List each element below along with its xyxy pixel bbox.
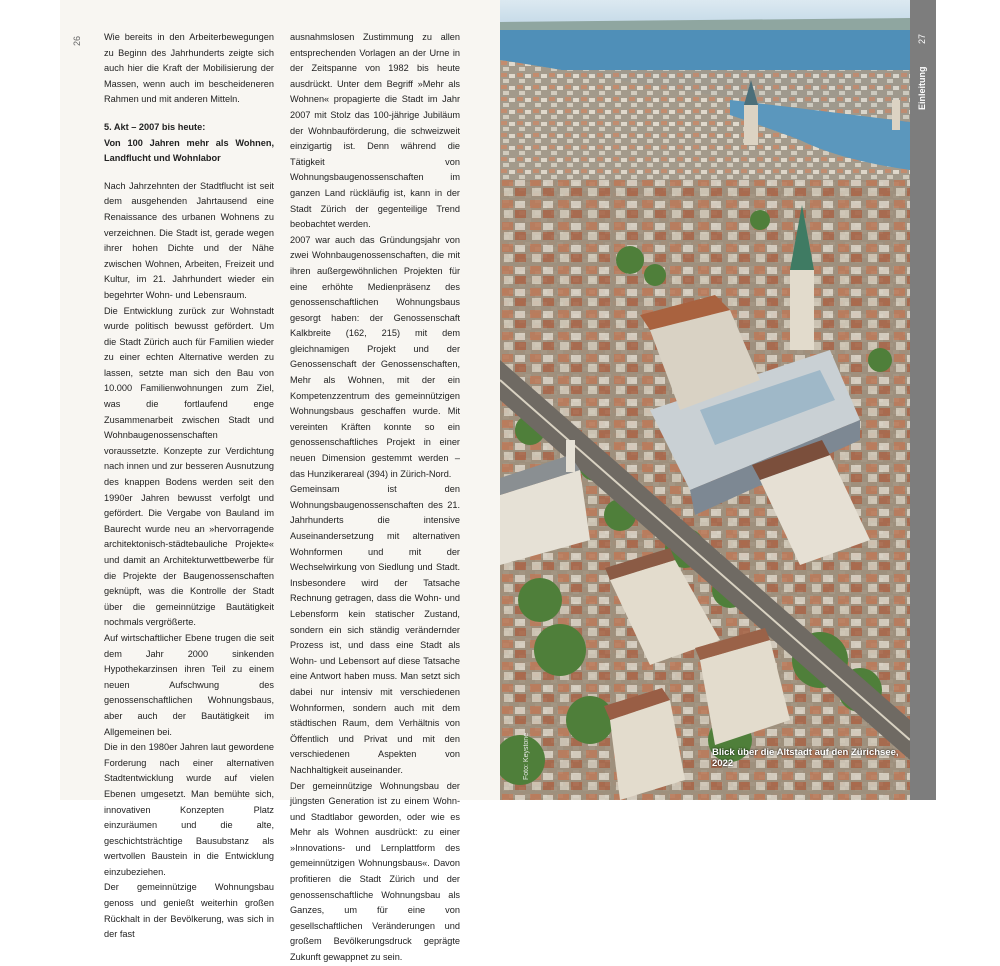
paragraph: Die in den 1980er Jahren laut gewordene Forderung nach einer alternativen Stadtentwicklung wurde auf vielen Ebenen umgesetzt. Man bemühte sich, innovativen Konzepten Platz einzuräumen und die alte, geschichtsträchtige Bausubstanz als wertvollen Baustein in die Entwicklung einzubeziehen. xyxy=(104,742,274,877)
photo-page xyxy=(500,0,910,800)
section-heading-line-1: 5. Akt – 2007 bis heute: xyxy=(104,121,206,132)
paragraph: Die Entwicklung zurück zur Wohnstadt wurde politisch bewusst gefördert. Um die Stadt Zürich auch für Familien wieder zu einer echten Alternative werden zu lassen, setzte man sich den Bau von 10.000 Familienwohnungen zum Ziel, was die fortlaufend enge Zusammenarbeit zwischen Stadt und Wohnbaugenossenschaften voraussetzte. Konzepte zur Verdichtung nach innen und zur besseren Ausnutzung des knappen Bodens werden seit den 1990er Jahren bewusst verfolgt und gefördert. Die Vergabe von Bauland im Baurecht wurde neu an »hervorragende architektonisch-städtebauliche Projekte« und damit an Architekturwettbewerbe für die Projekte der Baugenossenschaften geknüpft, was die Kontrolle der Stadt über die gemeinnützige Bautätigkeit nochmals vergrößerte. xyxy=(104,305,274,628)
paragraph: Auf wirtschaftlicher Ebene trugen die seit dem Jahr 2000 sinkenden Hypothekarzinsen ihren Teil zu einem neuen Aufschwung des genossenschaftlichen Wohnungsbaus, aber auch der Bautätigkeit im Allgemeinen bei. xyxy=(104,632,274,737)
section-heading-line-2: Von 100 Jahren mehr als Wohnen, Landflucht und Wohnlabor xyxy=(104,137,274,164)
paragraph: Gemeinsam ist den Wohnungsbaugenossenschaften des 21. Jahrhunderts die intensive Auseinandersetzung mit alternativen Wohnformen und mit der Wechselwirkung von Siedlung und Stadt. Insbesondere wird der Tatsache Rechnung getragen, dass die Wohn- und Lebensform kein statischer Zustand, sondern ein sich ständig verändernder Prozess ist, und dass eine Stadt als Wohn- und Lebensort auf diese Tatsache eine Antwort haben muss. Man setzt sich dabei nur intensiv mit verschiedenen Wohnformen, sondern auch mit dem städtischen Raum, dem Verhältnis von Öffentlich und Privat und mit den verschiedenen Aspekten von Nachhaltigkeit auseinander. xyxy=(290,484,460,775)
page-number-left: 26 xyxy=(72,35,82,46)
aerial-photo xyxy=(500,0,910,800)
text-column-left xyxy=(104,30,274,943)
chapter-label: Einleitung xyxy=(917,66,927,110)
photo-caption: Blick über die Altstadt auf den Zürichsee, 2022 xyxy=(712,747,899,769)
paragraph: Wie bereits in den Arbeiterbewegungen zu Beginn des Jahrhunderts zeigte sich auch hier die Kraft der Mobilisierung der Massen, wenn auch im bescheideneren Rahmen und mit anderen Mitteln. xyxy=(104,32,274,105)
section-heading xyxy=(104,120,274,167)
page-number-right: 27 xyxy=(917,33,927,44)
photo-credit: Foto: Keystone xyxy=(523,732,530,780)
chapter-tab-strip xyxy=(910,0,936,800)
paragraph: 2007 war auch das Gründungsjahr von zwei Wohnbaugenossenschaften, die mit ihren außergewöhnlichen Projekten für eine erhöhte Medienpräsenz des genossenschaftlichen Wohnungsbaus gesorgt haben: der Genossenschaft Kalkbreite (162, 215) mit dem gleichnamigen Projekt und der Genossenschaft der Genossenschaften, Mehr als Wohnen, mit der ein Kompetenzzentrum des gemeinnützigen Wohnungsbaus geschaffen wurde. Mit vereinten Kräften konnte so ein genossenschaftliches Projekt in einer neuen Dimension gestemmt werden – das Hunzikerareal (394) in Zürich-Nord. xyxy=(290,234,460,479)
paragraph: Der gemeinnützige Wohnungsbau genoss und genießt weiterhin großen Rückhalt in der Bevölkerung, was sich in der fast xyxy=(104,882,274,940)
paragraph: ausnahmslosen Zustimmung zu allen entsprechenden Vorlagen an der Urne in der Zeitspanne von 1982 bis heute ausdrückt. Unter dem Begriff »Mehr als Wohnen« propagierte die Stadt im Jahr 2007 mit Stolz das 100-jährige Jubiläum der Wohnbauförderung, die schweizweit einzigartig ist. Denn während die Tätigkeit von Wohnungsbaugenossenschaften im ganzen Land rückläufig ist, kann in der Stadt Zürich der gegenteilige Trend beobachtet werden. xyxy=(290,32,460,230)
paragraph: Der gemeinnützige Wohnungsbau der jüngsten Generation ist zu einem Wohn- und Stadtlabor geworden, oder wie es Mehr als Wohnen ausdrückt: zu einer »Innovations- und Lernplattform des gemeinnützigen Wohnungsbaus«. Davon profitieren die Stadt Zürich und der genossenschaftliche Wohnungsbau als Ganzes, um für eine von gesellschaftlichen Veränderungen und großem Bevölkerungsdruck geprägte Zukunft gewappnet zu sein. xyxy=(290,780,460,963)
paragraph: Nach Jahrzehnten der Stadtflucht ist seit dem ausgehenden Jahrtausend eine Renaissance des urbanen Wohnens zu verzeichnen. Die Stadt ist, gerade wegen ihrer hohen Dichte und der Nähe zwischen Wohnen, Arbeiten, Freizeit und Kultur, im 21. Jahrhundert wieder ein begehrter Wohn- und Lebensraum. xyxy=(104,180,274,300)
text-column-middle xyxy=(290,30,460,966)
